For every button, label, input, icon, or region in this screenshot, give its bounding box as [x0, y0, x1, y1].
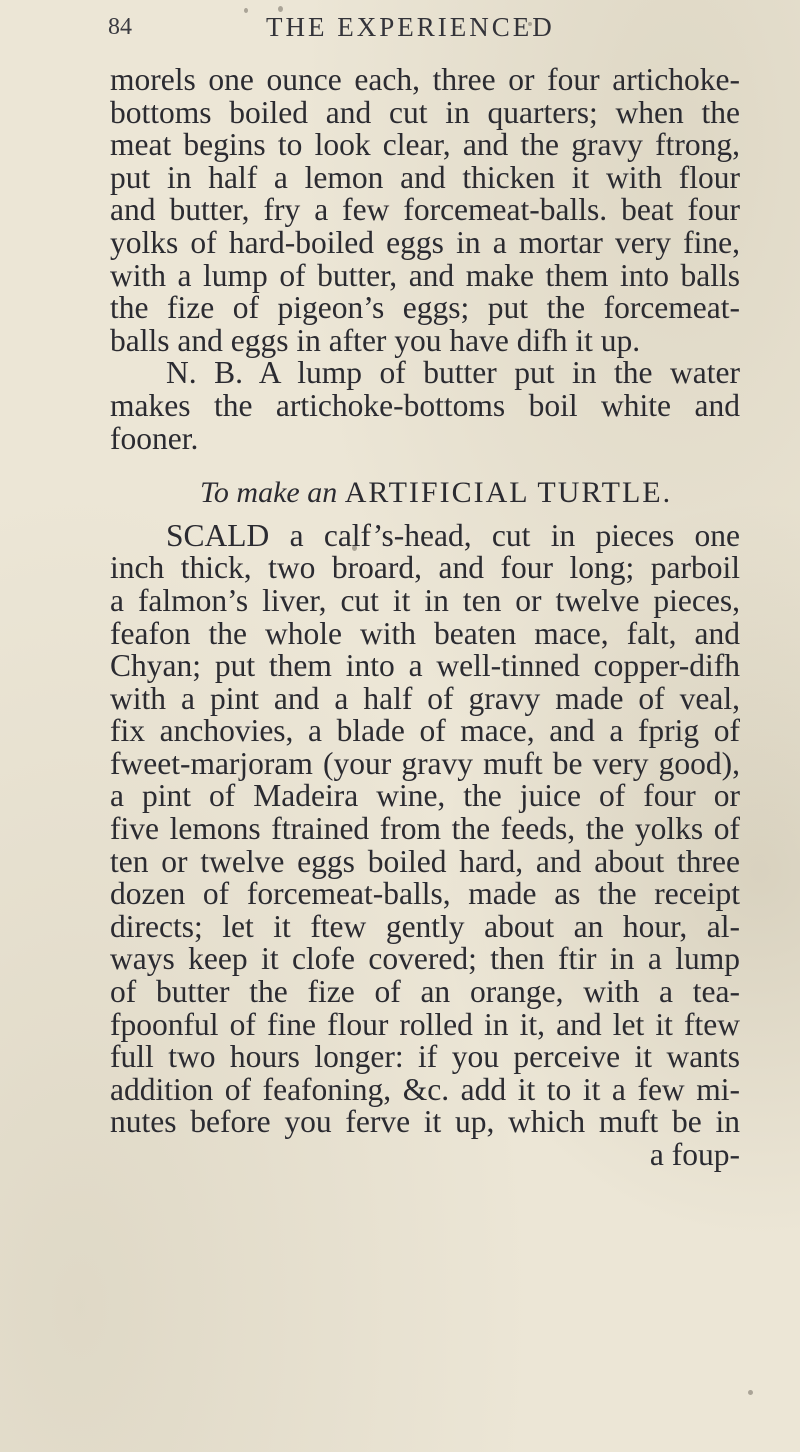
text-line: yolks of hard-boiled eggs in a mortar very fine,	[110, 224, 740, 260]
text-line: and butter, fry a few forcemeat-balls. beat four	[110, 192, 740, 228]
text-line: balls and eggs in after you have difh it up.	[110, 322, 641, 358]
text-line: put in half a lemon and thicken it with flour	[110, 159, 740, 195]
page-body	[110, 64, 750, 1172]
recipe-line: inch thick, two broard, and four long; parboil	[110, 550, 740, 586]
text-line: meat begins to look clear, and the gravy ftrong,	[110, 127, 740, 163]
recipe-line: directs; let it ftew gently about an hour, al-	[110, 908, 740, 944]
nota-bene-line: fooner.	[110, 420, 199, 456]
text-line: bottoms boiled and cut in quarters; when the	[110, 94, 740, 130]
recipe-line: of butter the fize of an orange, with a tea-	[110, 974, 740, 1010]
recipe-line: nutes before you ferve it up, which muft be in	[110, 1104, 740, 1140]
text-line: the fize of pigeon’s eggs; put the forcemeat-	[110, 290, 740, 326]
running-head: THE EXPERIENCED	[266, 12, 555, 42]
paper-speck	[748, 1390, 753, 1395]
recipe-line: fpoonful of fine flour rolled in it, and let it ftew	[110, 1006, 740, 1042]
recipe-line: full two hours longer: if you perceive it wants	[110, 1039, 740, 1075]
recipe-line: a pint of Madeira wine, the juice of four or	[110, 778, 740, 814]
recipe-line: addition of feafoning, &c. add it to it a few mi-	[110, 1071, 740, 1107]
paper-speck	[278, 6, 283, 12]
recipe-line: feafon the whole with beaten mace, falt, and	[110, 615, 740, 651]
recipe-line: five lemons ftrained from the feeds, the yolks of	[110, 811, 740, 847]
recipe-heading-prefix: To make an	[200, 476, 338, 510]
recipe-line: SCALD a calf’s-head, cut in pieces one	[166, 517, 740, 553]
paper-speck	[352, 545, 357, 551]
recipe-heading-title: ARTIFICIAL TURTLE.	[344, 476, 673, 510]
paper-speck	[528, 22, 532, 26]
page-number: 84	[108, 14, 132, 40]
text-line: with a lump of butter, and make them into balls	[110, 257, 740, 293]
catchword: a foup-	[649, 1137, 740, 1172]
recipe-line: fweet-marjoram (your gravy muft be very good),	[110, 745, 740, 781]
nota-bene-line: makes the artichoke-bottoms boil white and	[110, 387, 740, 423]
text-line: morels one ounce each, three or four artichoke-	[110, 62, 740, 97]
recipe-line: dozen of forcemeat-balls, made as the receipt	[110, 876, 740, 912]
recipe-line: with a pint and a half of gravy made of veal,	[110, 680, 740, 716]
paper-speck	[244, 8, 248, 13]
recipe-line: a falmon’s liver, cut it in ten or twelve pieces,	[110, 582, 740, 618]
recipe-line: ways keep it clofe covered; then ftir in a lump	[110, 941, 740, 977]
recipe-heading	[110, 477, 750, 510]
recipe-line: Chyan; put them into a well-tinned copper-difh	[110, 648, 740, 684]
page-header	[0, 8, 800, 58]
recipe-line: ten or twelve eggs boiled hard, and about three	[110, 843, 740, 879]
nota-bene-line: N. B. A lump of butter put in the water	[166, 355, 740, 391]
recipe-line: fix anchovies, a blade of mace, and a fprig of	[110, 713, 740, 749]
